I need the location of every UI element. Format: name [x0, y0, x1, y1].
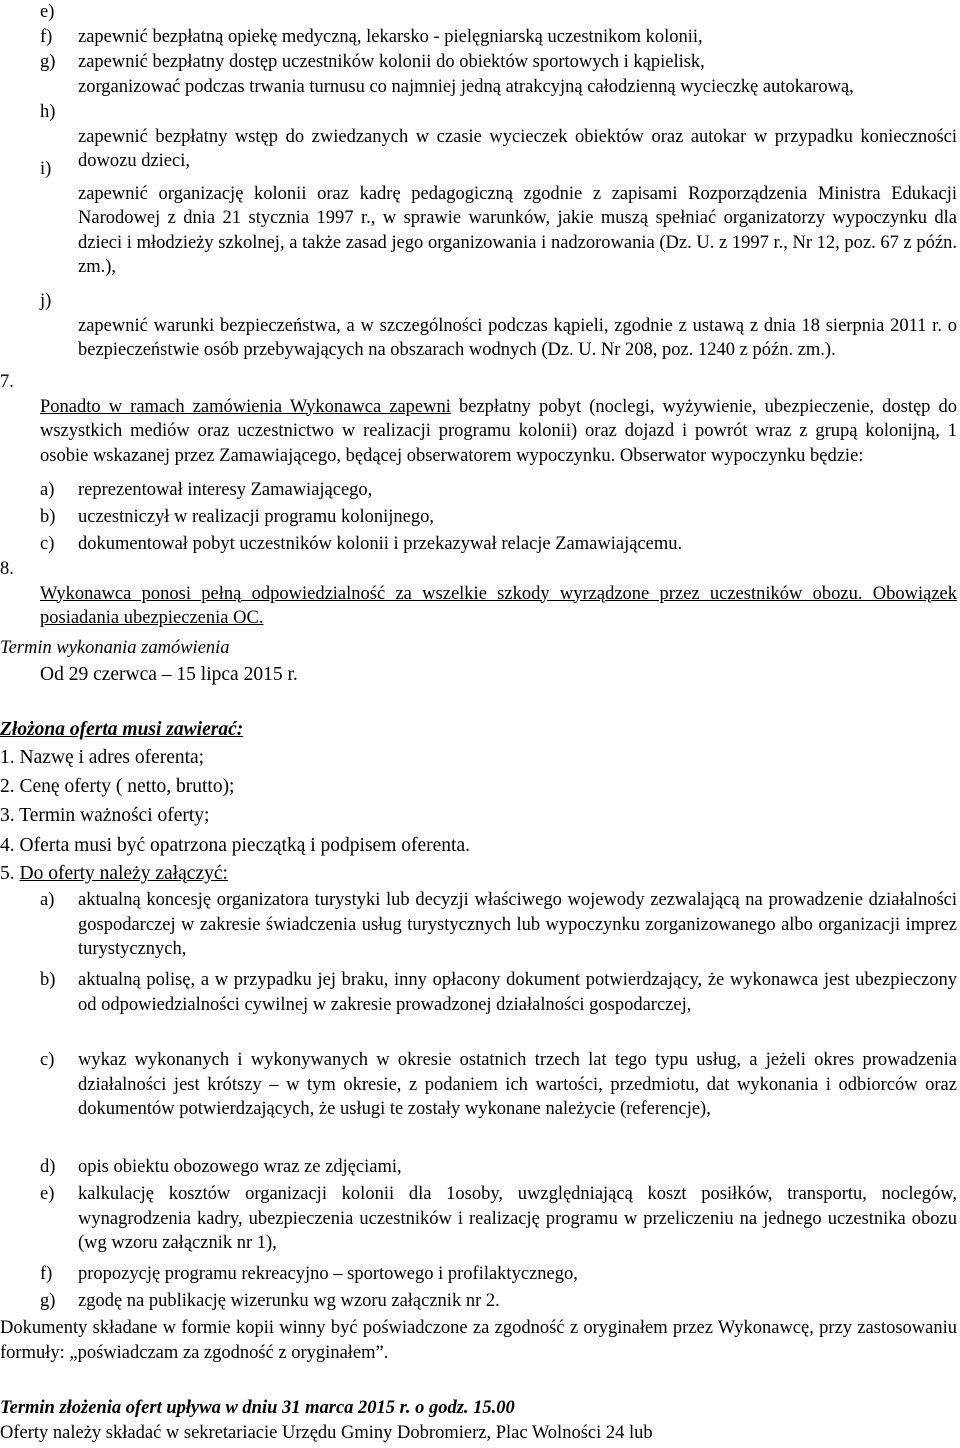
oferta-item-2: 2. Cenę oferty ( netto, brutto); [0, 776, 235, 797]
list-item-text: zorganizować podczas trwania turnusu co najmniej jedną atrakcyjną całodzienną wycieczkę autokarową, [78, 76, 854, 97]
list-item-text: zapewnić bezpłatny wstęp do zwiedzanych w czasie wycieczek obiektów oraz autokar w przypadku konieczności dowozu dzieci, [78, 126, 957, 172]
list-marker: e) [40, 1184, 55, 1204]
observer-item-a [40, 478, 957, 503]
termin-zlozenia: Termin złożenia ofert upływa w dniu 31 marca 2015 r. o godz. 15.00 [0, 1398, 515, 1418]
point-8 [0, 557, 957, 631]
list-marker: b) [40, 970, 56, 990]
observer-item-b [40, 505, 957, 530]
termin-wykonania-heading: Termin wykonania zamówienia [0, 638, 230, 658]
point-marker: 7. [0, 372, 14, 392]
list-item-text: aktualną koncesję organizatora turystyki lub decyzji właściwego wojewody zezwalającą na prowadzenie działalności gospodarczej w zakresie świadczenia usług turystycznych lub wypoczynku zorganizowanego albo organizacji imprez turystycznych, [78, 890, 957, 960]
list-marker: g) [40, 1291, 56, 1311]
list-item-text: dokumentował pobyt uczestników kolonii i przekazywał relacje Zamawiającemu. [78, 534, 683, 554]
list-marker: h) [40, 102, 56, 122]
list-item-text: opis obiektu obozowego wraz ze zdjęciami, [78, 1157, 402, 1177]
list-item-text: zapewnić bezpłatny dostęp uczestników kolonii do obiektów sportowych i kąpielisk, [78, 51, 705, 72]
point-7-body: bezpłatny pobyt (noclegi, wyżywienie, ubezpieczenie, dostęp do wszystkich mediów oraz uczestnictwo w realizacji programu kolonii) oraz dojazd i powrót wraz z grupą kolonijną, 1 osobie wskazanej przez Zamawiającego, będącej obserwatorem wypoczynku. Obserwator wypoczynku będzie: [40, 396, 958, 466]
attachment-d [40, 1155, 957, 1180]
list-item-text: zapewnić bezpłatną opiekę medyczną, lekarsko - pielęgniarską uczestnikom kolonii, [78, 26, 703, 47]
oferta-item-4: 4. Oferta musi być opatrzona pieczątką i podpisem oferenta. [0, 835, 470, 856]
termin-wykonania-value: Od 29 czerwca – 15 lipca 2015 r. [40, 664, 298, 685]
point-7 [0, 370, 957, 468]
observer-item-c [40, 532, 957, 557]
list-item-text: kalkulację kosztów organizacji kolonii dla 1osoby, uwzględniającą koszt posiłków, transportu, noclegów, wynagrodzenia kadry, ubezpieczenia uczestników i realizację programu w przeliczeniu na jednego uczestnika obozu (wg wzoru załącznik nr 1), [78, 1184, 957, 1254]
point-8-text: Wykonawca ponosi pełną odpowiedzialność za wszelkie szkody wyrządzone przez uczestników obozu. Obowiązek posiadania ubezpieczenia OC. [40, 583, 957, 629]
list-item-text: wykaz wykonanych i wykonywanych w okresie ostatnich trzech lat tego typu usług, a jeżeli okres prowadzenia działalności jest krótszy – w tym okresie, z podaniem ich wartości, przedmiotu, dat wykonania i odbiorców oraz dokumentów potwierdzających, że usługi te zostały wykonane należycie (referencje), [78, 1050, 957, 1120]
list-marker: 5. [0, 863, 15, 884]
list-marker: e) [40, 2, 55, 22]
attachment-b [40, 968, 957, 1017]
list-marker: g) [40, 52, 56, 72]
list-item-text: reprezentował interesy Zamawiającego, [78, 480, 373, 500]
oferta-item-1: 1. Nazwę i adres oferenta; [0, 747, 205, 768]
list-item-text: aktualną polisę, a w przypadku jej braku, inny opłacony dokument potwierdzający, że wykonawca jest ubezpieczony od odpowiedzialności cywilnej w zakresie prowadzonej działalności gospodarczej, [78, 970, 957, 1015]
list-item-i [40, 157, 957, 280]
list-item-text: zgodę na publikację wizerunku wg wzoru załącznik nr 2. [78, 1291, 500, 1311]
point-7-text [40, 395, 957, 469]
oferta-item-5 [0, 862, 228, 887]
list-item-j [40, 289, 957, 363]
list-marker: f) [40, 1264, 53, 1284]
list-item-g [40, 50, 957, 99]
attachment-a [40, 888, 957, 962]
list-marker: c) [40, 534, 55, 554]
list-marker: j) [40, 291, 52, 311]
attachment-f [40, 1262, 957, 1287]
list-marker: a) [40, 480, 55, 500]
oferta-item-5-text: Do oferty należy załączyć: [19, 863, 228, 884]
dokumenty-paragraph: Dokumenty składane w formie kopii winny być poświadczone za zgodność z oryginałem przez Wykonawcę, przy zastosowaniu formuły: „poświadczam za zgodność z oryginałem”. [0, 1318, 957, 1363]
list-item-text: zapewnić organizację kolonii oraz kadrę pedagogiczną zgodnie z zapisami Rozporządzenia Ministra Edukacji Narodowej z dnia 21 stycznia 1997 r., w sprawie warunków, jakie muszą spełniać organizatorzy wypoczynku dla dzieci i młodzieży szkolnej, a także zasad jego organizowania i nadzorowania (Dz. U. z 1997 r., Nr 12, poz. 67 z późn. zm.), [78, 183, 957, 278]
attachment-g [40, 1289, 957, 1314]
list-item-text: zapewnić warunki bezpieczeństwa, a w szczególności podczas kąpieli, zgodnie z ustawą z dnia 18 sierpnia 2011 r. o bezpieczeństwie osób przebywających na obszarach wodnych (Dz. U. Nr 208, poz. 1240 z późn. zm.). [78, 315, 957, 361]
list-marker: d) [40, 1157, 56, 1177]
miejsce-skladania: Oferty należy składać w sekretariacie Urzędu Gminy Dobromierz, Plac Wolności 24 lub [0, 1423, 653, 1443]
list-item-text: uczestniczył w realizacji programu kolonijnego, [78, 507, 434, 527]
list-item-text: propozycję programu rekreacyjno – sportowego i profilaktycznego, [78, 1264, 578, 1284]
oferta-item-3: 3. Termin ważności oferty; [0, 805, 210, 826]
list-marker: i) [40, 159, 52, 179]
point-7-underlined: Ponadto w ramach zamówienia Wykonawca zapewni [40, 396, 451, 417]
list-marker: f) [40, 27, 53, 47]
attachment-e [40, 1182, 957, 1256]
point-marker: 8. [0, 559, 14, 579]
oferta-heading: Złożona oferta musi zawierać: [0, 719, 244, 740]
attachment-c [40, 1048, 957, 1122]
list-marker: a) [40, 890, 55, 910]
list-marker: b) [40, 507, 56, 527]
list-marker: c) [40, 1050, 55, 1070]
